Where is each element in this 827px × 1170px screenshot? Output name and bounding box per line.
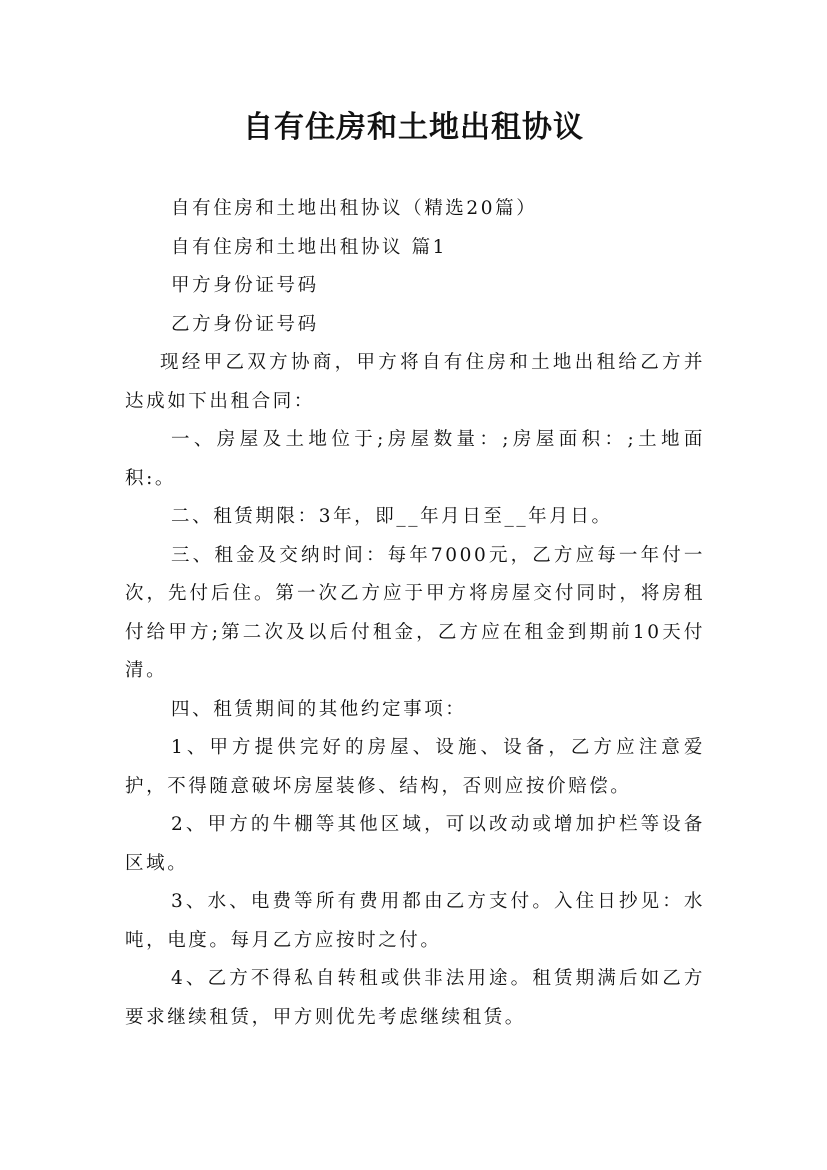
paragraph-clause-1-location: 一、房屋及土地位于;房屋数量：;房屋面积：;土地面积:。 — [125, 429, 705, 489]
paragraph-item-4: 4、乙方不得私自转租或供非法用途。租赁期满后如乙方要求继续租赁，甲方则优先考虑继续租赁。 — [125, 968, 705, 1028]
paragraph-article-heading: 自有住房和土地出租协议 篇1 — [171, 236, 448, 258]
paragraph-item-1: 1、甲方提供完好的房屋、设施、设备，乙方应注意爱护，不得随意破坏房屋装修、结构，否则应按价赔偿。 — [125, 737, 705, 797]
paragraph-party-b-id: 乙方身份证号码 — [171, 313, 319, 335]
document-title: 自有住房和土地出租协议 — [243, 110, 584, 145]
paragraph-item-3: 3、水、电费等所有费用都由乙方支付。入住日抄见：水吨，电度。每月乙方应按时之付。 — [125, 891, 705, 951]
paragraph-clause-4-heading: 四、租赁期间的其他约定事项： — [171, 698, 467, 720]
paragraph-item-2: 2、甲方的牛棚等其他区域，可以改动或增加护栏等设备区域。 — [125, 814, 705, 874]
paragraph-clause-3-rent: 三、租金及交纳时间：每年7000元，乙方应每一年付一次，先付后住。第一次乙方应于甲方将房屋交付同时，将房租付给甲方;第二次及以后付租金，乙方应在租金到期前10天付清。 — [125, 544, 705, 681]
paragraph-collection-heading: 自有住房和土地出租协议（精选20篇） — [171, 198, 538, 219]
paragraph-preamble: 现经甲乙双方协商，甲方将自有住房和土地出租给乙方并达成如下出租合同： — [125, 352, 705, 412]
paragraph-clause-2-term: 二、租赁期限：3年，即__年月日至__年月日。 — [171, 506, 613, 527]
document-body — [125, 190, 705, 1037]
paragraph-party-a-id: 甲方身份证号码 — [171, 275, 319, 296]
